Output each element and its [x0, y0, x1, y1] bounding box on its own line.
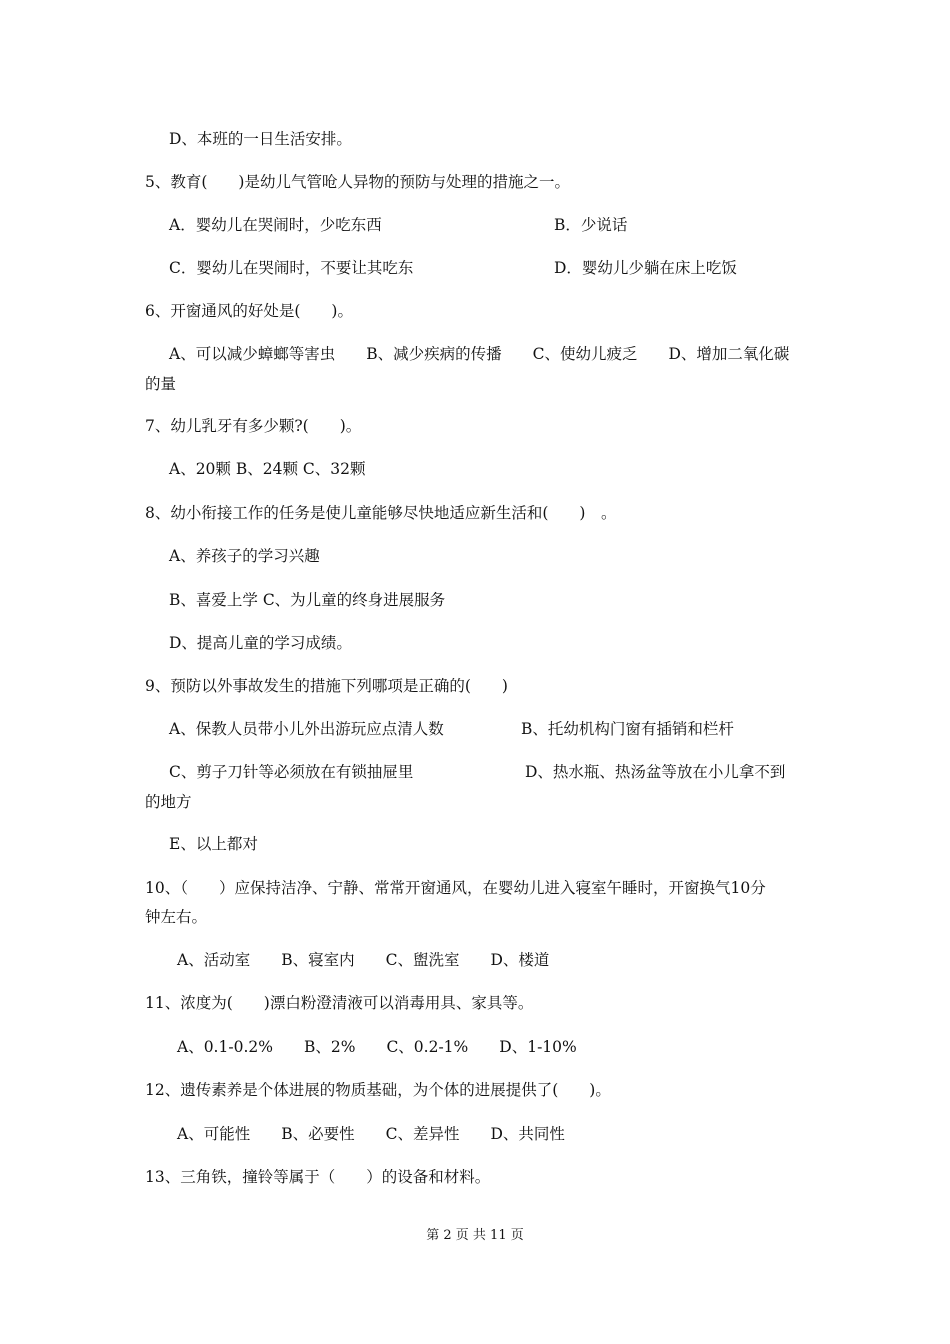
question-12: 12、遗传素养是个体进展的物质基础，为个体的进展提供了( )。: [145, 1081, 611, 1099]
question-9: 9、预防以外事故发生的措施下列哪项是正确的( ): [145, 677, 508, 695]
question-5: 5、教育( )是幼儿气管呛人异物的预防与处理的措施之一。: [145, 173, 570, 191]
question-7: 7、幼儿乳牙有多少颗?( )。: [145, 417, 362, 435]
question-6: 6、开窗通风的好处是( )。: [145, 302, 353, 320]
q9-option-e: E、以上都对: [169, 835, 258, 853]
question-11: 11、浓度为( )漂白粉澄清液可以消毒用具、家具等。: [145, 994, 534, 1012]
q10-options: A、活动室 B、寝室内 C、盥洗室 D、楼道: [177, 951, 550, 969]
q5-option-a: A．婴幼儿在哭闹时，少吃东西: [169, 216, 382, 234]
q8-option-d: D、提高儿童的学习成绩。: [169, 634, 352, 652]
q7-options: A、20颗 B、24颗 C、32颗: [169, 460, 366, 478]
q11-options: A、0.1-0.2% B、2% C、0.2-1% D、1-10%: [177, 1038, 577, 1056]
q9-option-b: B、托幼机构门窗有插销和栏杆: [521, 720, 734, 738]
q5-option-c: C．婴幼儿在哭闹时，不要让其吃东: [169, 259, 414, 277]
question-8: 8、幼小衔接工作的任务是使儿童能够尽快地适应新生活和( ) 。: [145, 504, 617, 522]
q9-option-d-continued: 的地方: [145, 793, 192, 811]
q12-options: A、可能性 B、必要性 C、差异性 D、共同性: [177, 1125, 565, 1143]
q8-option-a: A、养孩子的学习兴趣: [169, 547, 320, 565]
q5-option-d: D．婴幼儿少躺在床上吃饭: [554, 259, 737, 277]
q9-option-d: D、热水瓶、热汤盆等放在小儿拿不到: [525, 763, 786, 781]
q9-option-c: C、剪子刀针等必须放在有锁抽屉里: [169, 763, 414, 781]
q9-option-a: A、保教人员带小儿外出游玩应点清人数: [169, 720, 444, 738]
question-10: 10、（ ）应保持洁净、宁静、常常开窗通风，在婴幼儿进入寝室午睡时，开窗换气10分: [145, 879, 766, 897]
question-10-continued: 钟左右。: [145, 908, 208, 926]
q5-option-b: B．少说话: [554, 216, 628, 234]
question-13: 13、三角铁，撞铃等属于（ ）的设备和材料。: [145, 1168, 491, 1186]
q6-options: A、可以减少蟑螂等害虫 B、减少疾病的传播 C、使幼儿疲乏 D、增加二氧化碳: [169, 345, 790, 363]
q6-options-continued: 的量: [145, 375, 177, 393]
q4-option-d: D、本班的一日生活安排。: [169, 130, 352, 148]
page-footer: 第 2 页 共 11 页: [426, 1228, 524, 1243]
q8-option-b-c: B、喜爱上学 C、为儿童的终身进展服务: [169, 591, 446, 609]
